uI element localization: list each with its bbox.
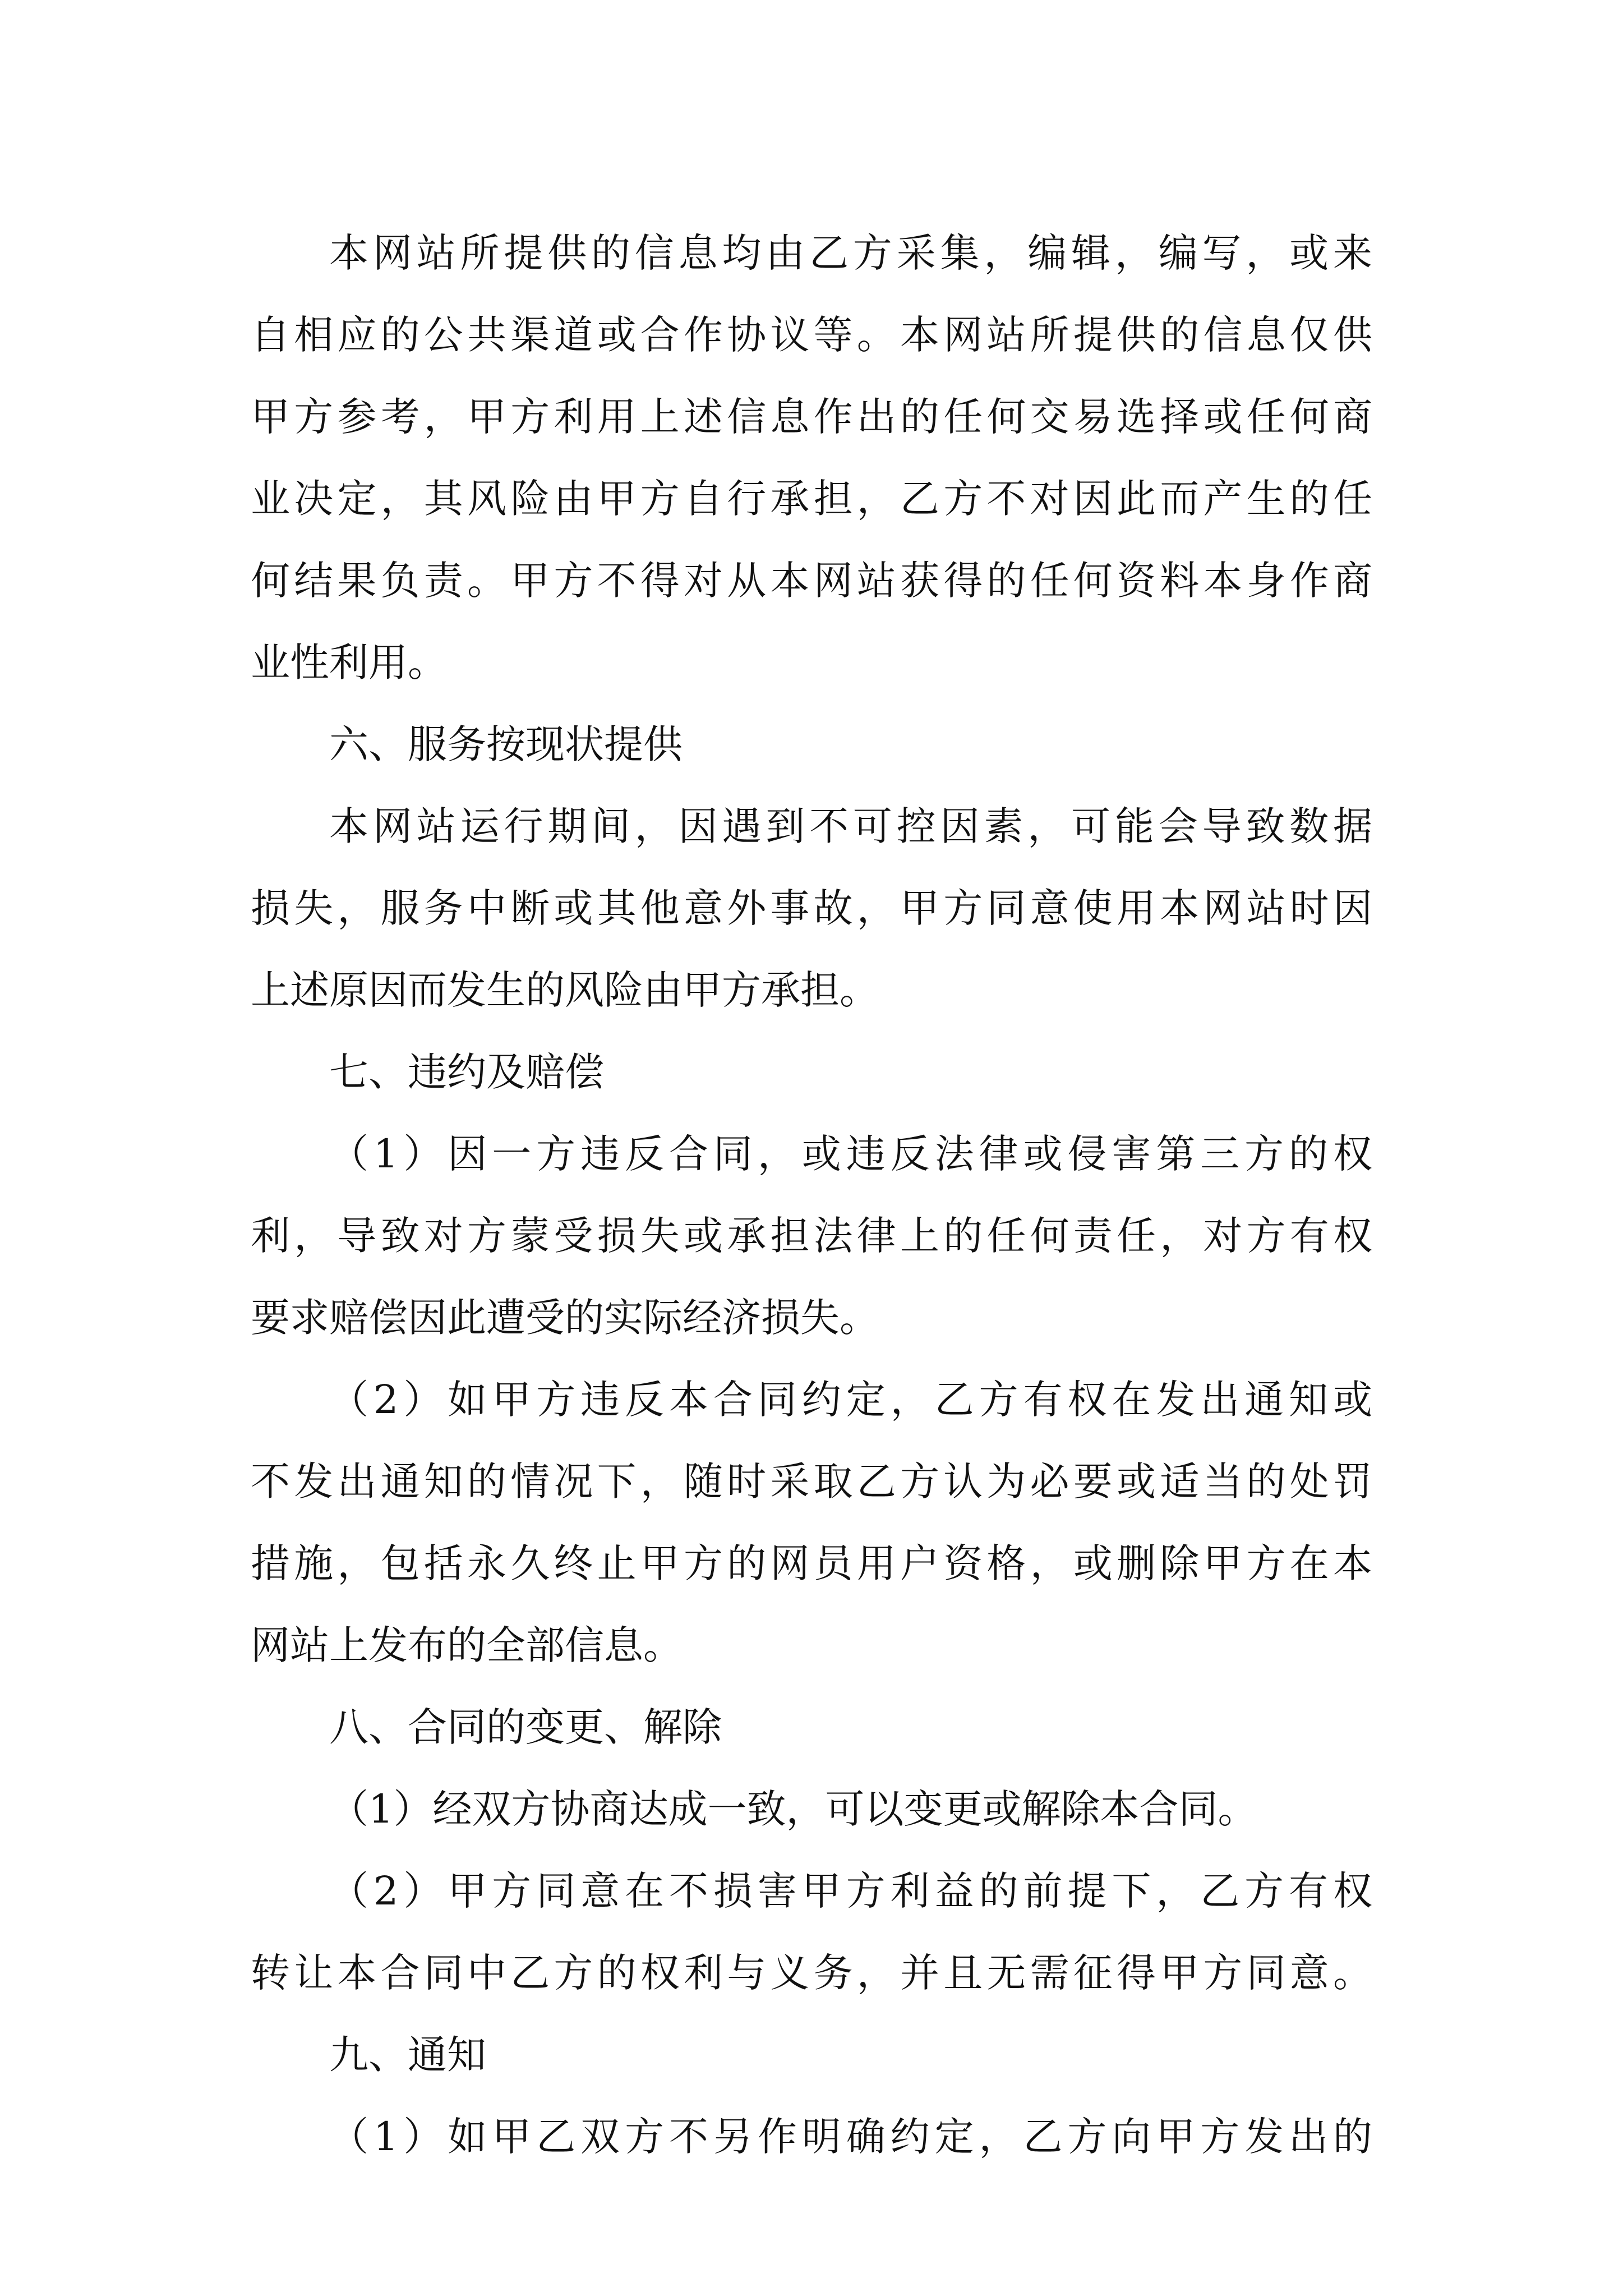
text-line: 要求赔偿因此遭受的实际经济损失。 <box>251 1295 879 1341</box>
text-line: 不发出通知的情况下，随时采取乙方认为必要或适当的处罚 <box>251 1458 1372 1504</box>
text-line: 业决定，其风险由甲方自行承担，乙方不对因此而产生的任 <box>251 476 1372 522</box>
text-line: 损失，服务中断或其他意外事故，甲方同意使用本网站时因 <box>251 885 1372 931</box>
document-body <box>251 212 1372 2178</box>
section-heading: 六、服务按现状提供 <box>329 721 683 767</box>
text-line: 利，导致对方蒙受损失或承担法律上的任何责任，对方有权 <box>251 1213 1372 1259</box>
section-heading: 八、合同的变更、解除 <box>329 1704 722 1750</box>
text-line: （1）如甲乙双方不另作明确约定，乙方向甲方发出的 <box>329 2114 1372 2160</box>
text-line: 转让本合同中乙方的权利与义务，并且无需征得甲方同意。 <box>251 1950 1372 1996</box>
text-line: （1）因一方违反合同，或违反法律或侵害第三方的权 <box>329 1131 1372 1177</box>
section-heading: 九、通知 <box>329 2032 486 2078</box>
text-line: （2）甲方同意在不损害甲方利益的前提下，乙方有权 <box>329 1868 1372 1914</box>
text-line: 上述原因而发生的风险由甲方承担。 <box>251 967 879 1013</box>
text-line: 自相应的公共渠道或合作协议等。本网站所提供的信息仅供 <box>251 312 1372 358</box>
text-line: 业性利用。 <box>251 639 447 685</box>
text-line: （2）如甲方违反本合同约定，乙方有权在发出通知或 <box>329 1377 1372 1423</box>
text-line: 何结果负责。甲方不得对从本网站获得的任何资料本身作商 <box>251 558 1372 604</box>
text-line: 措施，包括永久终止甲方的网员用户资格，或删除甲方在本 <box>251 1540 1372 1586</box>
text-line: 甲方参考，甲方利用上述信息作出的任何交易选择或任何商 <box>251 394 1372 440</box>
section-heading: 七、违约及赔偿 <box>329 1049 604 1095</box>
text-line: 本网站运行期间，因遇到不可控因素，可能会导致数据 <box>329 803 1372 849</box>
text-line: 本网站所提供的信息均由乙方采集，编辑，编写，或来 <box>329 230 1372 276</box>
text-line: （1）经双方协商达成一致，可以变更或解除本合同。 <box>329 1786 1257 1832</box>
text-line: 网站上发布的全部信息。 <box>251 1622 683 1668</box>
